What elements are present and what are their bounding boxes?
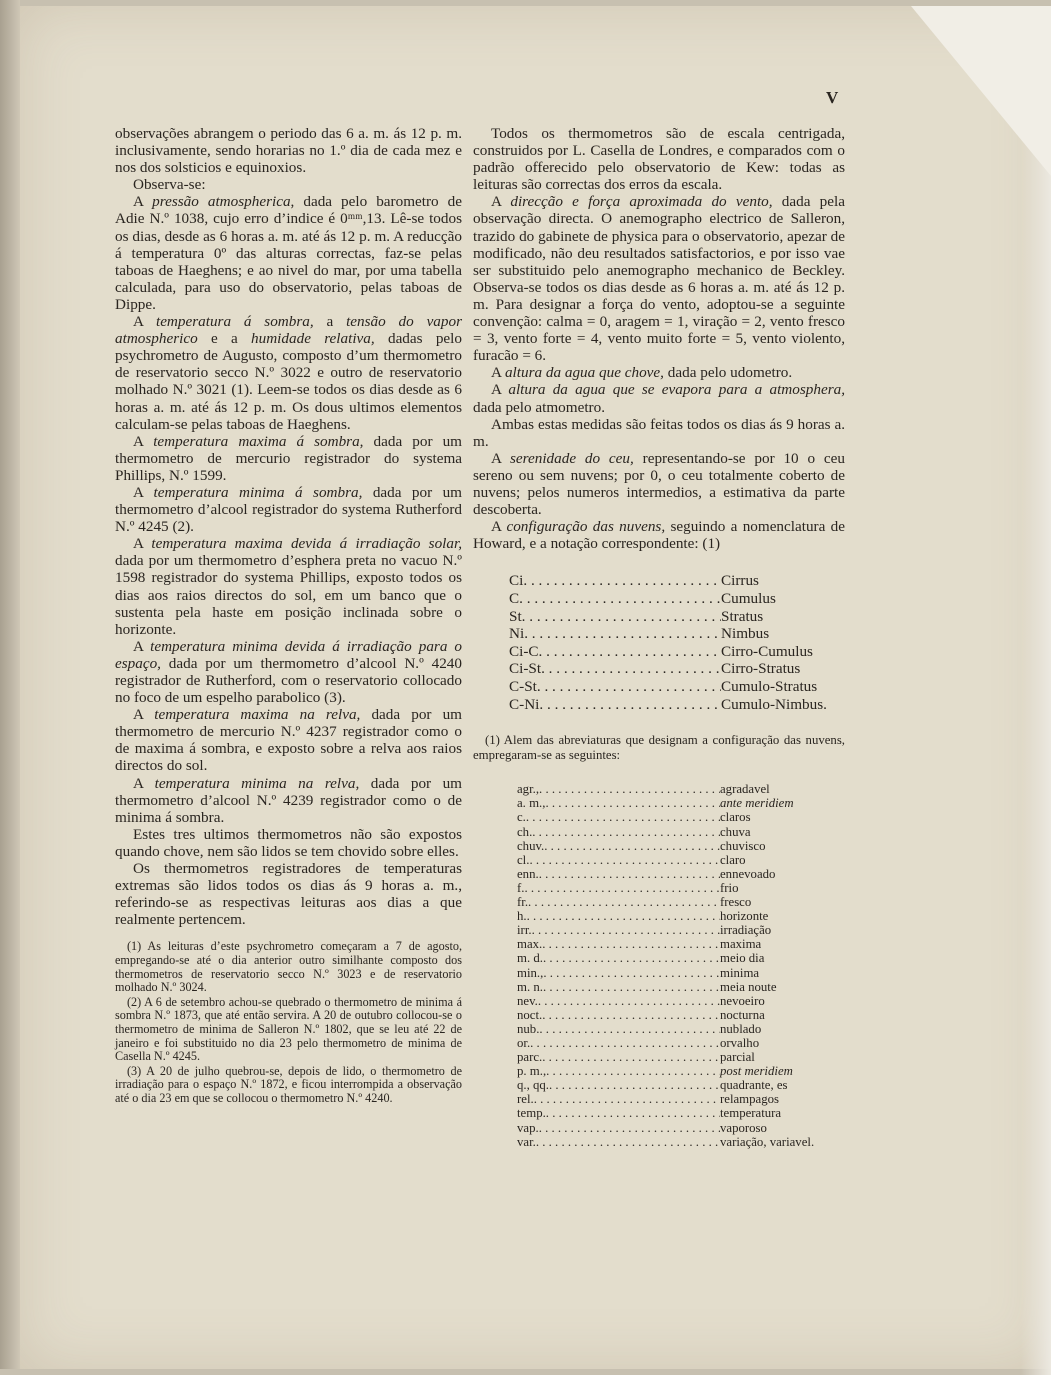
text-run: dada pelo atmometro. (473, 398, 606, 416)
text-run: e a (197, 330, 252, 348)
abbreviation-key: enn. (517, 866, 539, 881)
paragraph (115, 775, 462, 826)
abbreviation-key: max. (517, 937, 543, 952)
abbreviation-meaning: meio dia (720, 951, 765, 966)
text-run: A (133, 193, 153, 211)
text-run: dada por um thermometro d’alcool N.º 4240 registrador de Rutherford, com o reservatorio collocado no foco de um espelho parabolico (3). (115, 654, 462, 707)
abbreviation-row (517, 895, 845, 909)
italic-term: altura da agua que chove, (504, 364, 664, 382)
folded-corner (911, 6, 1051, 176)
left-footnotes (115, 940, 462, 1105)
text-run: A (133, 706, 155, 724)
text-run: dada por um thermometro de mercurio N.º 4237 registrador como o de maxima á sombra, e exposto sobre a relva aos raios directos do sol. (115, 706, 462, 775)
dot-leader (544, 839, 720, 853)
abbreviation-meaning: chuvisco (720, 838, 766, 853)
cloud-row (509, 660, 845, 678)
italic-term: temperatura minima á sombra, (153, 483, 363, 501)
abbreviation-row (517, 782, 845, 796)
text-run: A (133, 432, 154, 450)
abbreviation-key: vap. (517, 1120, 539, 1135)
paragraph (473, 381, 845, 415)
abbreviation-row (517, 1078, 845, 1092)
dot-leader (546, 1064, 720, 1078)
abbreviation-row (517, 909, 845, 923)
abbreviation-meaning: ennevoado (720, 866, 776, 881)
abbreviation-meaning: quadrante, es (720, 1078, 788, 1093)
dot-leader (542, 937, 720, 951)
abbreviation-meaning: nevoeiro (720, 993, 765, 1008)
text-run: A (491, 518, 507, 536)
text-run: dadas pelo psychrometro de Augusto, composto d’um thermometro de reservatorio secco N.º 3022 e outro de reservatorio molhado N.º 3021 (1). Leem-se todos os dias desde as 6 horas a. m. até ás 12 p. m. Os dous ultimos elementos calculam-se pelas taboas de Haeghens. (115, 330, 462, 433)
italic-term: temperatura minima na relva, (154, 774, 360, 792)
italic-term: temperatura á sombra, (155, 313, 314, 331)
dot-leader (543, 951, 720, 965)
cloud-row (509, 625, 845, 643)
dot-leader (549, 1078, 720, 1092)
abbreviation-row (517, 980, 845, 994)
abbreviation-meaning: temperatura (720, 1106, 782, 1121)
dot-leader (527, 909, 720, 923)
dot-leader (546, 1106, 720, 1120)
abbreviation-key: noct. (517, 1007, 543, 1022)
dot-leader (539, 867, 720, 881)
right-body-text (473, 125, 845, 552)
text-run: A (133, 774, 155, 792)
abbreviation-row (517, 825, 845, 839)
abbreviation-meaning: horizonte (720, 909, 769, 924)
text-run: dada por um thermometro d’alcool registrador do systema Rutherford N.º 4245 (2). (115, 483, 462, 536)
dot-leader (522, 608, 721, 626)
text-run: dada pelo udometro. (663, 364, 793, 382)
abbreviation-meaning: Cumulus (721, 589, 776, 607)
text-run: dada por um thermometro de mercurio registrador do systema Phillips, N.º 1599. (115, 432, 462, 484)
text-run: A (491, 193, 511, 211)
dot-leader (532, 825, 720, 839)
abbreviation-row (517, 994, 845, 1008)
dot-leader (545, 796, 720, 810)
binding-gutter (0, 0, 20, 1369)
abbreviation-row (517, 966, 845, 980)
abbreviation-key: agr., (517, 782, 540, 797)
text-run: A (133, 535, 152, 553)
left-body-text (115, 125, 462, 928)
abbreviation-meaning: variação, variavel. (720, 1134, 815, 1149)
abbreviation-row (517, 1022, 845, 1036)
page-edge (1021, 6, 1051, 1375)
abbreviation-key: C-St (509, 677, 537, 695)
italic-term: temperatura maxima devida á irradiação solar, (151, 535, 462, 553)
paragraph (115, 313, 462, 433)
abbreviation-row (517, 1135, 845, 1149)
text-run: dada por um thermometro d’alcool N.º 4239 registrador como o de minima á sombra. (115, 774, 462, 826)
footnote: (1) As leituras d’este psychrometro começaram a 7 de agosto, empregando-se até o dia anterior outro similhante composto dos thermometros de reservatorio secco N.º 3023 e de reservatorio molhado N.º 3024. (115, 939, 462, 995)
dot-leader (542, 1050, 720, 1064)
abbreviation-key: chuv. (517, 838, 545, 853)
abbreviation-key: parc. (517, 1050, 543, 1065)
abbreviation-key: q., qq. (517, 1078, 549, 1093)
text-run: A (133, 483, 154, 501)
dot-leader (526, 810, 720, 824)
abbreviation-meaning: orvalho (720, 1035, 760, 1050)
abbreviation-key: m. n. (517, 979, 543, 994)
italic-term: altura da agua que se evapora para a atmosphera, (508, 381, 845, 399)
abbreviation-meaning: claro (720, 852, 746, 867)
abbreviation-meaning: minima (720, 965, 760, 980)
right-column (473, 125, 845, 1149)
abbreviation-key: St (509, 607, 522, 625)
text-run: a (313, 313, 347, 331)
dot-leader (541, 660, 721, 678)
paragraph (473, 518, 845, 552)
abbreviation-key: c. (517, 810, 526, 825)
text-run: Ambas estas medidas são feitas todos os dias ás 9 horas a. m. (473, 415, 845, 450)
dot-leader (539, 1022, 720, 1036)
abbreviation-meaning: Cirro-Cumulus (721, 642, 813, 660)
abbreviation-key: h. (517, 909, 527, 924)
text-run: Observa-se: (133, 176, 206, 194)
dot-leader (539, 782, 720, 796)
text-run: , dada pelo barometro de Adie N.º 1038, cujo erro d’indice é 0ᵐᵐ,13. Lê-se todos os dias, desde as 6 horas a. m. até ás 12 p. m. A reducção á temperatura 0º das alturas correctas, faz-se pelas taboas de Haeghens; e ao nivel do mar, por uma tabella calculada, para uso do observatorio, pelas taboas de Dippe. (115, 193, 462, 313)
abbreviation-row (517, 923, 845, 937)
text-run: dada por um thermometro d’esphera preta no vacuo N.º 1598 registrador do systema Phillips, exposto todos os dias aos raios directos do sol, em um banco que o sustenta pela haste em posição inclinada sobre o horizonte. (115, 552, 462, 638)
text-run: A (491, 364, 505, 382)
dot-leader (539, 696, 721, 714)
dot-leader (532, 923, 720, 937)
italic-term: temperatura minima devida á irradiação para o espaço, (115, 637, 462, 672)
paragraph (115, 826, 462, 860)
text-run: A (133, 637, 151, 655)
abbreviation-key: cl. (517, 852, 530, 867)
paragraph (473, 193, 845, 364)
abbreviation-row (517, 796, 845, 810)
dot-leader (539, 1121, 720, 1135)
abbreviation-row (517, 853, 845, 867)
abbreviation-key: rel. (517, 1092, 534, 1107)
abbreviation-key: min., (517, 965, 544, 980)
paragraph (115, 484, 462, 535)
italic-term: configuração das nuvens, (506, 518, 666, 536)
abbreviation-meaning: Stratus (721, 607, 764, 625)
abbreviation-key: temp. (517, 1106, 546, 1121)
cloud-row (509, 678, 845, 696)
abbreviation-row (517, 937, 845, 951)
text-run: seguindo a nomenclatura de Howard, e a notação correspondente: (1) (473, 518, 845, 553)
dot-leader (530, 1036, 720, 1050)
text-run: A (491, 449, 510, 467)
abbreviation-meaning: frio (720, 880, 739, 895)
abbreviation-meaning: parcial (720, 1050, 755, 1065)
italic-term: temperatura maxima á sombra, (153, 432, 364, 450)
dot-leader (523, 572, 721, 590)
abbreviation-meaning: maxima (720, 937, 762, 952)
abbreviation-key: m. d. (517, 951, 543, 966)
italic-term: tensão do vapor atmospherico (115, 313, 463, 348)
abbreviation-meaning: agradavel (720, 782, 770, 797)
abbreviation-meaning: Cumulo-Stratus (721, 677, 818, 695)
paragraph (115, 860, 462, 928)
dot-leader (542, 1008, 720, 1022)
abbreviation-footnote (473, 733, 845, 1149)
dot-leader (543, 966, 720, 980)
page-number: V (826, 88, 839, 107)
cloud-row (509, 643, 845, 661)
dot-leader (539, 643, 721, 661)
abbreviation-meaning: vaporoso (720, 1120, 767, 1135)
abbreviation-key: Ni (509, 625, 525, 643)
paragraph (473, 125, 845, 193)
dot-leader (528, 895, 720, 909)
abbreviation-key: C-Ni (509, 695, 540, 713)
cloud-notation-table (509, 572, 845, 713)
italic-term: temperatura maxima na relva, (154, 706, 361, 724)
abbreviation-meaning: post meridiem (720, 1064, 793, 1079)
abbreviation-meaning: irradiação (720, 923, 772, 938)
abbreviation-row (517, 1064, 845, 1078)
abbreviation-row (517, 1050, 845, 1064)
abbreviation-meaning: claros (720, 810, 751, 825)
abbreviation-key: irr. (517, 923, 532, 938)
cloud-row (509, 608, 845, 626)
text-run: Os thermometros registradores de temperaturas extremas são lidos todos os dias ás 9 horas a. m., referindo-se as respectivas leituras aos dias a que realmente pertencem. (115, 860, 462, 929)
abbreviation-intro: (1) Alem das abreviaturas que designam a configuração das nuvens, empregaram-se as seguintes: (473, 733, 845, 762)
cloud-row (509, 572, 845, 590)
italic-term: serenidade do ceu, (509, 449, 634, 467)
abbreviation-row (517, 867, 845, 881)
abbreviation-meaning: ante meridiem (720, 796, 794, 811)
paragraph (473, 364, 845, 381)
paragraph (115, 535, 462, 638)
abbreviation-meaning: Cumulo-Nimbus. (721, 695, 827, 713)
dot-leader (537, 678, 721, 696)
dot-leader (536, 1135, 720, 1149)
left-column (115, 125, 462, 1107)
abbreviation-row (517, 881, 845, 895)
abbreviation-meaning: meia noute (720, 979, 777, 994)
abbreviation-key: p. m., (517, 1064, 547, 1079)
abbreviation-row (517, 1008, 845, 1022)
abbreviation-table (517, 782, 845, 1148)
paragraph (115, 638, 462, 706)
abbreviation-row (517, 1106, 845, 1120)
abbreviation-meaning: fresco (720, 895, 752, 910)
paragraph (473, 416, 845, 450)
abbreviation-key: nub. (517, 1021, 540, 1036)
dot-leader (534, 1092, 720, 1106)
abbreviation-meaning: nocturna (720, 1007, 765, 1022)
abbreviation-meaning: Nimbus (721, 625, 770, 643)
dot-leader (524, 625, 721, 643)
abbreviation-key: Ci (509, 572, 524, 590)
paragraph (115, 706, 462, 774)
abbreviation-meaning: Cirro-Stratus (721, 660, 801, 678)
cloud-row (509, 696, 845, 714)
abbreviation-key: Ci-St (509, 660, 542, 678)
abbreviation-row (517, 1036, 845, 1050)
text-run: dada pela observação directa. O anemographo electrico de Salleron, trazido do gabinete de physica para o observatorio, apezar de modificado, não deu resultados satisfactorios, e por isso vae ser substituido pelo anemographo mechanico de Beckley. Observa-se todos os dias desde as 6 horas a. m. até ás 12 p. m. Para designar a força do vento, adoptou-se a seguinte convenção: calma = 0, aragem = 1, viração = 2, vento fresco = 3, vento forte = 4, vento muito forte = 5, vento violento, furacão = 6. (473, 193, 845, 365)
dot-leader (529, 853, 720, 867)
abbreviation-row (517, 1121, 845, 1135)
cloud-row (509, 590, 845, 608)
text-run: A (491, 381, 509, 399)
text-run: A (133, 313, 156, 331)
abbreviation-key: f. (517, 880, 525, 895)
abbreviation-row (517, 951, 845, 965)
paragraph (115, 193, 462, 313)
abbreviation-key: fr. (517, 895, 529, 910)
abbreviation-key: a. m., (517, 796, 546, 811)
footnote: (3) A 20 de julho quebrou-se, depois de lido, o thermometro de irradiação para o espaço N.º 1872, e ficou interrompida a observação até o dia 23 em que se collocou o thermometro N.º 4240. (115, 1063, 462, 1105)
abbreviation-key: var. (517, 1134, 536, 1149)
text-run: Estes tres ultimos thermometros não são expostos quando chove, nem são lidos se tem chovido sobre elles. (115, 825, 462, 860)
abbreviation-meaning: chuva (720, 824, 751, 839)
text-run: Todos os thermometros são de escala centrigada, construidos por L. Casella de Londres, e comparados com o padrão offerecido pelo observatorio de Kew: todas as leituras são correctas dos erros da escala. (473, 125, 845, 194)
abbreviation-key: C (509, 589, 520, 607)
italic-term: humidade relativa, (251, 330, 375, 348)
paragraph (115, 176, 462, 193)
dot-leader (519, 590, 721, 608)
dot-leader (543, 980, 720, 994)
text-run: observações abrangem o periodo das 6 a. m. ás 12 p. m. inclusivamente, sendo horarias no 1.º dia de cada mez e nos dos solsticios e equinoxios. (115, 125, 462, 177)
abbreviation-key: or. (517, 1035, 531, 1050)
dot-leader (524, 881, 720, 895)
italic-term: direcção e força aproximada do vento, (510, 193, 773, 211)
abbreviation-meaning: Cirrus (721, 572, 759, 590)
text-run: representando-se por 10 o ceu sereno ou sem nuvens; por 0, o ceu totalmente coberto de nuvens; pelos numeros intermedios, a estimativa da parte descoberta. (473, 449, 846, 519)
abbreviation-meaning: nublado (720, 1021, 762, 1036)
paragraph (473, 450, 845, 518)
abbreviation-row (517, 839, 845, 853)
italic-term: pressão atmospherica (152, 193, 291, 211)
abbreviation-key: nev. (517, 993, 538, 1008)
abbreviation-row (517, 810, 845, 824)
abbreviation-meaning: relampagos (720, 1092, 779, 1107)
paragraph (115, 125, 462, 176)
paragraph (115, 433, 462, 484)
abbreviation-key: Ci-C (509, 642, 539, 660)
abbreviation-row (517, 1092, 845, 1106)
dot-leader (538, 994, 720, 1008)
footnote: (2) A 6 de setembro achou-se quebrado o thermometro de minima á sombra N.º 1873, que até então servira. A 20 de outubro collocou-se o thermometro de minima de Salleron N.º 1802, que se leu até 22 de janeiro e foi substituido no dia 23 pelo thermometro de minima de Casella N.º 4245. (115, 994, 462, 1064)
abbreviation-key: ch. (517, 824, 533, 839)
